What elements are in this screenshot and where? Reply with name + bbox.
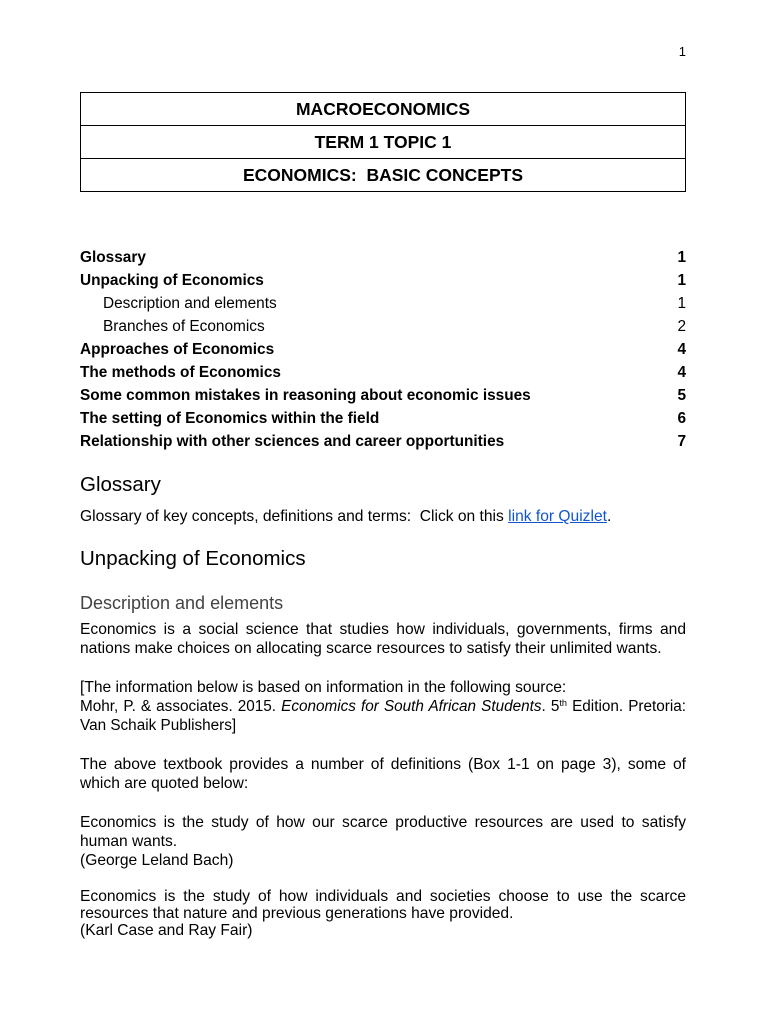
citation-edition-number: . 5 [541,698,560,715]
toc-entry-label: Description and elements [103,295,277,312]
toc-entry-page: 1 [677,295,686,312]
textbook-note-paragraph: The above textbook provides a number of definitions (Box 1-1 on page 3), some of which are quoted below: [80,756,686,792]
toc-entry-common-mistakes[interactable] [80,384,686,407]
toc-entry-page: 4 [677,341,686,358]
source-citation [80,697,686,735]
toc-entry-branches[interactable] [80,315,686,338]
toc-entry-glossary[interactable] [80,246,686,269]
citation-publisher: Edition. Pretoria: Van Schaik Publishers] [80,698,687,734]
toc-entry-page: 6 [677,410,686,427]
toc-entry-page: 2 [677,318,686,335]
toc-entry-unpacking[interactable] [80,269,686,292]
title-course: MACROECONOMICS [295,99,471,119]
toc-entry-label: The methods of Economics [80,364,281,381]
source-note: [The information below is based on information in the following source: [80,679,567,696]
glossary-text-end: . [606,508,612,525]
toc-entry-page: 4 [677,364,686,381]
toc-entry-relationship[interactable] [80,430,686,453]
toc-entry-approaches[interactable] [80,338,686,361]
definition-quote: Economics is the study of how individuals and societies choose to use the scarce resources that nature and previous generations have provided. [80,888,686,922]
toc-entry-setting[interactable] [80,407,686,430]
definition-author: (George Leland Bach) [80,852,234,869]
title-box [80,92,686,192]
toc-entry-label: Glossary [80,249,146,266]
toc-entry-page: 7 [677,433,686,450]
quizlet-link[interactable]: link for Quizlet [508,508,607,525]
glossary-heading: Glossary [80,473,161,496]
description-subheading: Description and elements [80,593,284,613]
definition-author: (Karl Case and Ray Fair) [80,922,253,939]
unpacking-heading: Unpacking of Economics [80,547,306,570]
toc-entry-methods[interactable] [80,361,686,384]
toc-entry-label: Relationship with other sciences and career opportunities [80,433,505,450]
toc-entry-label: Approaches of Economics [80,341,275,358]
toc-entry-description[interactable] [80,292,686,315]
citation-authors-year: Mohr, P. & associates. 2015. [80,698,282,715]
title-term-topic: TERM 1 TOPIC 1 [81,125,685,158]
toc-entry-page: 1 [677,249,686,266]
glossary-paragraph [80,507,686,526]
table-of-contents [80,246,686,453]
toc-entry-page: 1 [677,272,686,289]
glossary-text: Glossary of key concepts, definitions and terms: Click on this [80,508,509,525]
toc-entry-label: Branches of Economics [103,318,265,335]
toc-entry-page: 5 [677,387,686,404]
citation-edition-suffix: th [559,697,568,708]
economics-intro-paragraph: Economics is a social science that studies how individuals, governments, firms and nations make choices on allocating scarce resources to satisfy their unlimited wants. [80,621,686,657]
definition-quote: Economics is the study of how our scarce productive resources are used to satisfy human wants. [80,814,686,850]
page-number: 1 [678,44,686,59]
toc-entry-label: Some common mistakes in reasoning about economic issues [80,387,531,404]
title-topic-name: ECONOMICS: BASIC CONCEPTS [81,158,685,191]
toc-entry-label: The setting of Economics within the field [80,410,380,427]
toc-entry-label: Unpacking of Economics [80,272,264,289]
citation-book-title: Economics for South African Students [281,698,542,715]
